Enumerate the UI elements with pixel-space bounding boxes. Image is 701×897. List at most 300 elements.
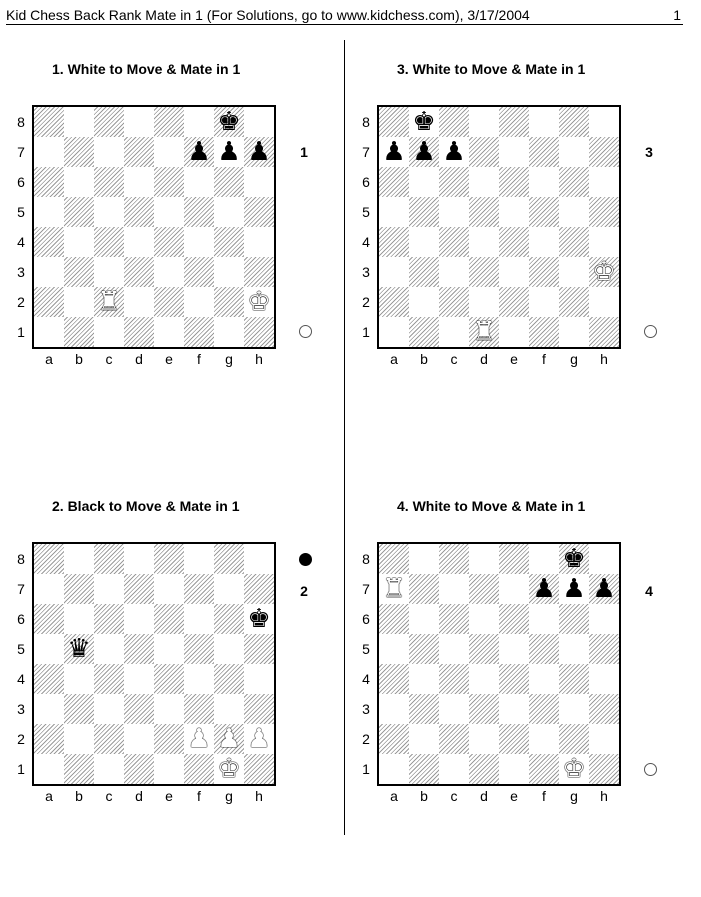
rank-label: 4 [17,234,25,250]
board-square-g4 [559,227,589,257]
board-square-d8 [124,544,154,574]
board-square-c6 [94,167,124,197]
black-king-icon: ♚ [412,107,436,137]
board-square-g4 [559,664,589,694]
black-king-icon: ♚ [247,604,271,634]
rank-label: 5 [362,204,370,220]
file-label: e [165,788,173,804]
file-label: a [45,351,53,367]
board-square-h4 [244,664,274,694]
white-pawn-icon: ♟ [187,724,211,754]
board-square-a5 [34,634,64,664]
file-label: d [480,351,488,367]
board-square-d3 [469,694,499,724]
board-square-f2 [529,287,559,317]
rank-label: 7 [17,581,25,597]
file-label: a [390,788,398,804]
board-square-a3 [34,257,64,287]
board-square-h4 [244,227,274,257]
board-square-d2 [124,287,154,317]
board-square-e1 [154,754,184,784]
board-square-a1 [379,317,409,347]
rank-label: 3 [362,701,370,717]
board-square-f6 [529,604,559,634]
board-square-b8 [64,544,94,574]
board-square-c3 [94,257,124,287]
board-square-e8 [154,107,184,137]
board-square-a4 [34,227,64,257]
file-label: h [600,351,608,367]
black-pawn-icon: ♟ [382,137,406,167]
board-square-c5 [439,634,469,664]
board-square-c4 [439,664,469,694]
white-rook-icon: ♜ [472,317,496,347]
board-square-g2 [214,287,244,317]
board-square-b2 [409,724,439,754]
board-square-e1 [499,754,529,784]
board-square-g5 [214,634,244,664]
board-square-g5 [559,634,589,664]
board-square-b4 [64,227,94,257]
rank-label: 1 [17,324,25,340]
board-square-e8 [499,544,529,574]
board-square-b2 [64,724,94,754]
board-square-e2 [154,287,184,317]
board-square-d5 [124,197,154,227]
board-square-a8 [379,107,409,137]
board-square-c1 [94,317,124,347]
black-king-icon: ♚ [562,544,586,574]
board-square-a6 [379,167,409,197]
board-square-e3 [154,257,184,287]
file-label: e [165,351,173,367]
board-square-e5 [499,197,529,227]
board-square-h2 [589,287,619,317]
rank-label: 4 [362,671,370,687]
black-pawn-icon: ♟ [412,137,436,167]
board-square-c2 [94,724,124,754]
puzzle-4 [345,497,685,897]
board-square-c4 [439,227,469,257]
board-square-h7 [244,574,274,604]
board-square-f4 [529,227,559,257]
board-square-c7 [439,574,469,604]
chess-board [32,105,276,349]
black-pawn-icon: ♟ [592,574,616,604]
board-square-h3 [244,257,274,287]
board-square-f1 [184,754,214,784]
rank-label: 1 [362,324,370,340]
board-square-b1 [409,754,439,784]
file-label: h [255,351,263,367]
rank-label: 7 [362,581,370,597]
rank-label: 4 [17,671,25,687]
rank-label: 3 [362,264,370,280]
board-square-b3 [64,694,94,724]
board-square-f7 [529,137,559,167]
board-square-a1 [379,754,409,784]
board-square-b6 [409,604,439,634]
board-square-c3 [94,694,124,724]
board-square-d4 [469,664,499,694]
board-square-h6 [589,167,619,197]
white-pawn-icon: ♟ [247,724,271,754]
rank-label: 4 [362,234,370,250]
board-square-d1 [124,317,154,347]
board-square-g8 [559,107,589,137]
board-square-e4 [499,664,529,694]
black-queen-icon: ♛ [67,634,91,664]
board-square-e7 [154,574,184,604]
board-square-d1 [469,754,499,784]
rank-label: 7 [17,144,25,160]
board-square-h1 [589,317,619,347]
board-square-a7 [34,137,64,167]
white-pawn-icon: ♟ [217,724,241,754]
board-square-f6 [184,604,214,634]
board-square-c6 [94,604,124,634]
board-square-a1 [34,754,64,784]
board-square-f1 [529,754,559,784]
board-square-f1 [529,317,559,347]
board-square-c8 [439,107,469,137]
board-square-b1 [409,317,439,347]
puzzle-3 [345,60,685,460]
board-square-f5 [184,634,214,664]
board-square-h5 [589,197,619,227]
black-pawn-icon: ♟ [217,137,241,167]
file-label: b [420,788,428,804]
board-square-c8 [94,107,124,137]
board-square-a6 [379,604,409,634]
rank-label: 2 [362,294,370,310]
rank-label: 5 [17,641,25,657]
board-square-d8 [124,107,154,137]
black-pawn-icon: ♟ [247,137,271,167]
file-label: c [105,788,113,804]
file-label: b [75,788,83,804]
board-square-e7 [154,137,184,167]
rank-label: 6 [17,174,25,190]
board-square-e4 [499,227,529,257]
board-square-e7 [499,574,529,604]
board-square-a1 [34,317,64,347]
page-header [6,6,683,25]
board-square-f4 [529,664,559,694]
board-square-e5 [154,634,184,664]
file-label: d [135,351,143,367]
file-label: g [225,351,233,367]
rank-label: 2 [17,294,25,310]
file-label: g [225,788,233,804]
board-square-b8 [64,107,94,137]
file-label: d [135,788,143,804]
board-square-c6 [439,604,469,634]
board-square-a6 [34,167,64,197]
board-square-b4 [64,664,94,694]
board-square-d7 [469,137,499,167]
white-rook-icon: ♜ [97,287,121,317]
board-square-g6 [214,604,244,634]
board-square-b3 [409,694,439,724]
board-square-h7 [589,137,619,167]
board-square-d6 [469,604,499,634]
rank-label: 8 [17,551,25,567]
board-square-g2 [559,287,589,317]
board-square-a4 [379,664,409,694]
board-square-a8 [34,544,64,574]
board-square-d5 [469,197,499,227]
chess-board [377,542,621,786]
board-square-c5 [94,634,124,664]
black-king-icon: ♚ [217,107,241,137]
file-label: c [450,351,458,367]
board-square-a5 [379,634,409,664]
board-square-a2 [34,724,64,754]
board-square-a2 [379,724,409,754]
board-square-e6 [499,604,529,634]
board-square-a8 [34,107,64,137]
board-square-c1 [439,317,469,347]
board-square-c6 [439,167,469,197]
board-square-d3 [469,257,499,287]
board-square-c1 [94,754,124,784]
board-square-d3 [124,694,154,724]
puzzle-number: 3 [645,144,653,160]
file-label: c [105,351,113,367]
board-square-e5 [499,634,529,664]
board-square-f4 [184,664,214,694]
puzzle-title: 3. White to Move & Mate in 1 [397,61,586,77]
board-square-a8 [379,544,409,574]
board-square-b5 [64,197,94,227]
file-label: c [450,788,458,804]
board-square-b6 [64,604,94,634]
board-square-h8 [589,107,619,137]
board-square-a3 [379,257,409,287]
board-square-e6 [154,167,184,197]
board-square-h5 [589,634,619,664]
board-square-e1 [154,317,184,347]
board-square-g3 [559,694,589,724]
rank-label: 8 [362,551,370,567]
puzzle-title: 2. Black to Move & Mate in 1 [52,498,240,514]
rank-label: 8 [17,114,25,130]
black-pawn-icon: ♟ [562,574,586,604]
chess-board [32,542,276,786]
board-square-h5 [244,197,274,227]
board-square-h2 [589,724,619,754]
board-square-d7 [469,574,499,604]
board-square-f2 [184,287,214,317]
board-square-g1 [559,317,589,347]
board-square-h3 [244,694,274,724]
board-square-a7 [34,574,64,604]
file-label: h [255,788,263,804]
board-square-e2 [499,287,529,317]
file-label: e [510,788,518,804]
rank-label: 6 [17,611,25,627]
board-square-g4 [214,227,244,257]
board-square-d8 [469,107,499,137]
file-label: a [390,351,398,367]
board-square-f8 [529,544,559,574]
puzzle-number: 1 [300,144,308,160]
file-label: e [510,351,518,367]
puzzle-2 [0,497,340,897]
board-square-d8 [469,544,499,574]
board-square-f3 [529,694,559,724]
board-square-a5 [34,197,64,227]
file-label: g [570,788,578,804]
board-square-e8 [154,544,184,574]
board-square-d6 [124,604,154,634]
black-pawn-icon: ♟ [532,574,556,604]
board-square-a4 [379,227,409,257]
board-square-f5 [184,197,214,227]
board-square-e4 [154,227,184,257]
board-square-d7 [124,574,154,604]
board-square-c4 [94,227,124,257]
turn-indicator [299,553,312,566]
board-square-e6 [154,604,184,634]
board-square-b5 [409,634,439,664]
board-square-c8 [94,544,124,574]
rank-label: 1 [362,761,370,777]
board-square-g5 [214,197,244,227]
rank-label: 5 [17,204,25,220]
board-square-b8 [409,544,439,574]
board-square-b1 [64,754,94,784]
board-square-c7 [94,137,124,167]
board-square-a5 [379,197,409,227]
board-square-d2 [469,724,499,754]
board-square-h4 [589,227,619,257]
board-square-g6 [559,604,589,634]
black-pawn-icon: ♟ [442,137,466,167]
board-square-g4 [214,664,244,694]
board-square-d6 [124,167,154,197]
board-square-h6 [244,167,274,197]
rank-label: 3 [17,701,25,717]
board-square-h8 [589,544,619,574]
board-square-g6 [214,167,244,197]
board-square-h8 [244,544,274,574]
turn-indicator [299,325,312,338]
board-square-e5 [154,197,184,227]
board-square-b7 [409,574,439,604]
black-pawn-icon: ♟ [187,137,211,167]
rank-label: 6 [362,174,370,190]
puzzle-number: 4 [645,583,653,599]
board-square-b3 [64,257,94,287]
board-square-e2 [154,724,184,754]
board-square-g7 [214,574,244,604]
white-king-icon: ♚ [217,754,241,784]
header-title: Kid Chess Back Rank Mate in 1 (For Solutions, go to www.kidchess.com), 3/17/2004 [6,7,530,23]
board-square-c4 [94,664,124,694]
board-square-h5 [244,634,274,664]
board-square-c5 [439,197,469,227]
board-square-b6 [409,167,439,197]
board-square-e1 [499,317,529,347]
board-square-b7 [64,574,94,604]
rank-label: 3 [17,264,25,280]
file-label: b [75,351,83,367]
board-square-h4 [589,664,619,694]
board-square-g6 [559,167,589,197]
rank-label: 6 [362,611,370,627]
board-square-b6 [64,167,94,197]
white-king-icon: ♚ [247,287,271,317]
white-king-icon: ♚ [592,257,616,287]
board-square-b4 [409,227,439,257]
board-square-e3 [154,694,184,724]
board-square-e4 [154,664,184,694]
board-square-f5 [529,197,559,227]
rank-label: 2 [362,731,370,747]
board-square-f8 [184,107,214,137]
board-square-d5 [469,634,499,664]
puzzle-title: 1. White to Move & Mate in 1 [52,61,241,77]
board-square-h8 [244,107,274,137]
board-square-a3 [379,694,409,724]
board-square-c2 [439,724,469,754]
board-square-g1 [214,317,244,347]
board-square-b3 [409,257,439,287]
board-square-f3 [529,257,559,287]
board-square-f3 [184,257,214,287]
board-square-h1 [244,754,274,784]
file-label: g [570,351,578,367]
board-square-d4 [124,664,154,694]
board-square-b7 [64,137,94,167]
white-king-icon: ♚ [562,754,586,784]
board-square-e3 [499,257,529,287]
board-square-c3 [439,694,469,724]
board-square-g5 [559,197,589,227]
board-square-e7 [499,137,529,167]
turn-indicator [644,325,657,338]
board-square-g8 [214,544,244,574]
board-square-b4 [409,664,439,694]
board-square-f1 [184,317,214,347]
board-square-d7 [124,137,154,167]
page-number: 1 [673,7,681,23]
board-square-f6 [184,167,214,197]
board-square-e2 [499,724,529,754]
board-square-h6 [589,604,619,634]
board-square-e3 [499,694,529,724]
board-square-g2 [559,724,589,754]
rank-label: 1 [17,761,25,777]
board-square-e6 [499,167,529,197]
board-square-f3 [184,694,214,724]
board-square-f8 [184,544,214,574]
board-square-d1 [124,754,154,784]
board-square-c1 [439,754,469,784]
rank-label: 8 [362,114,370,130]
file-label: f [542,788,546,804]
board-square-d2 [124,724,154,754]
board-square-f6 [529,167,559,197]
board-square-a6 [34,604,64,634]
board-square-b2 [64,287,94,317]
board-square-g7 [559,137,589,167]
board-square-b5 [409,197,439,227]
file-label: a [45,788,53,804]
rank-label: 2 [17,731,25,747]
